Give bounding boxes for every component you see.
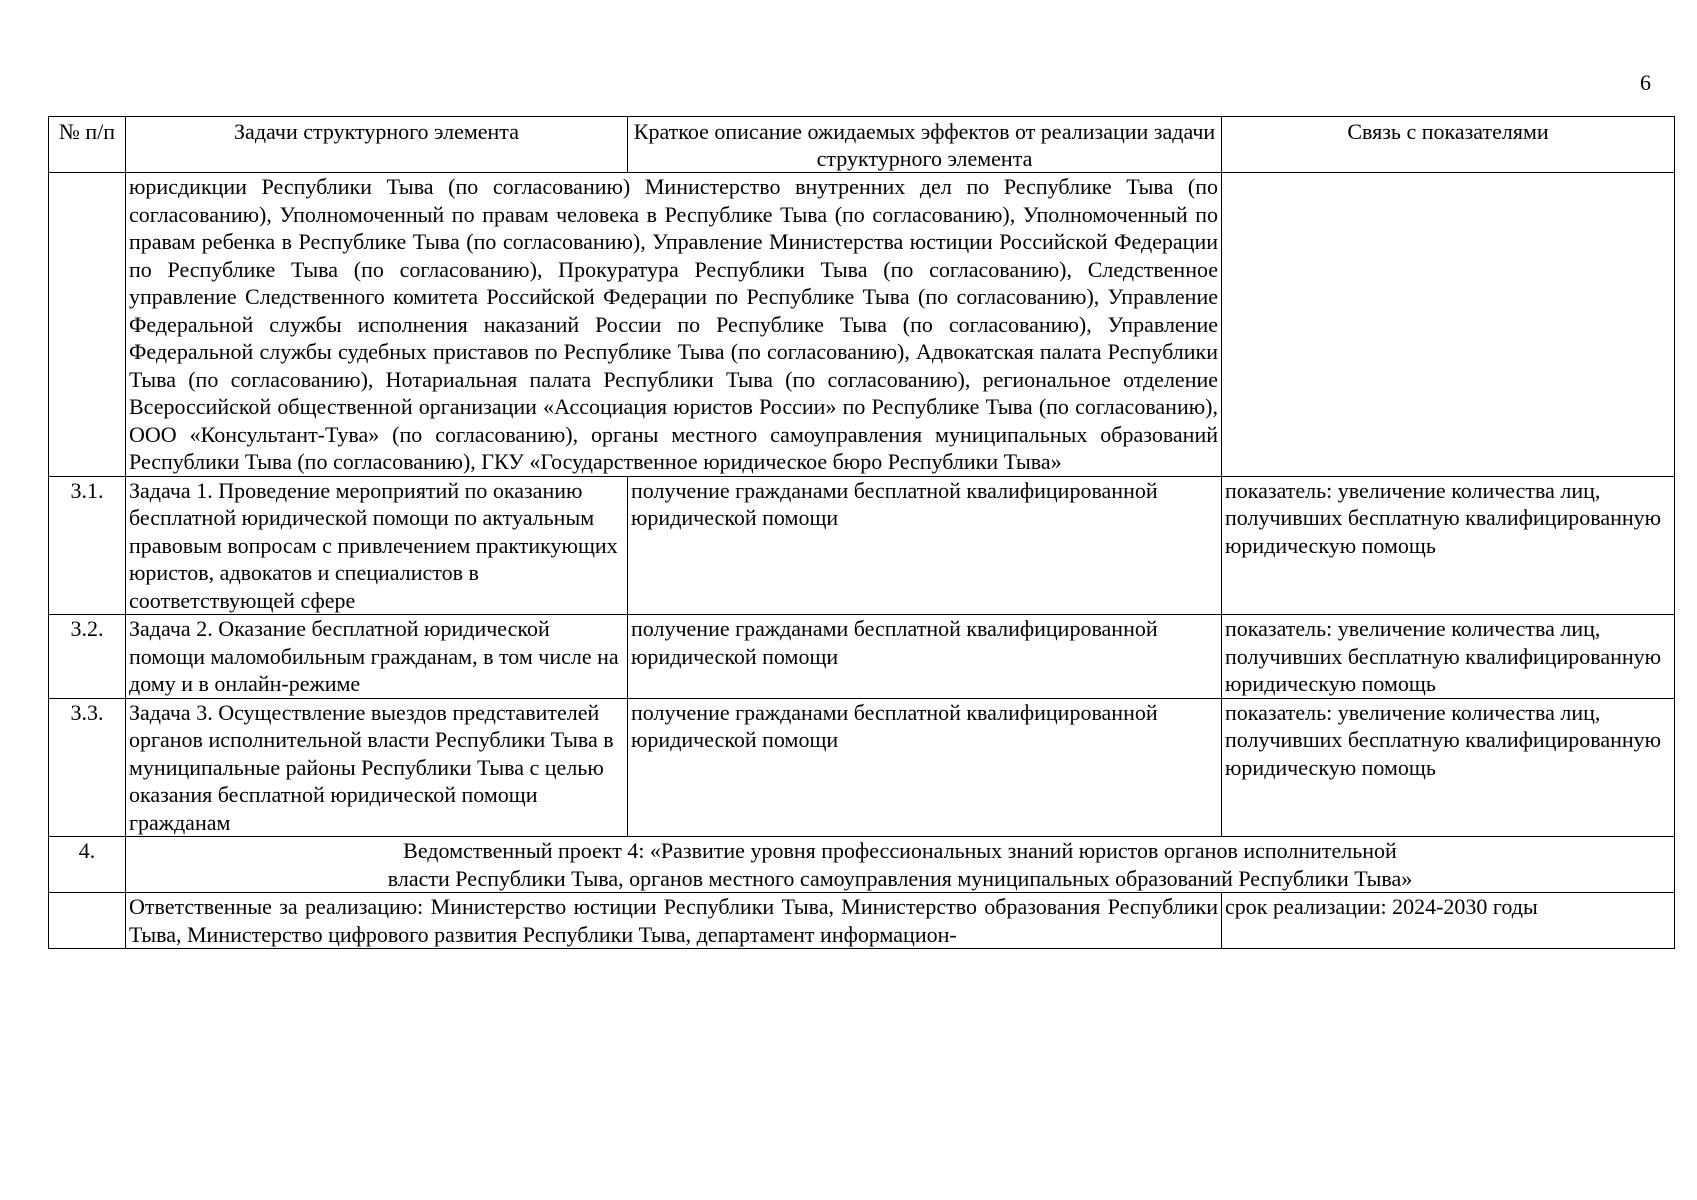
row-num: 3.3. [49,698,126,837]
program-structure-table [48,116,1675,949]
header-tasks: Задачи структурного элемента [126,117,628,173]
project-num: 4. [49,837,126,893]
implementation-term: срок реализации: 2024-2030 годы [1222,893,1675,949]
row-indicator: показатель: увеличение количества лиц, получивших бесплатную квалифицированную юридическую помощь [1222,615,1675,699]
table-row [49,615,1675,699]
responsible-row [49,893,1675,949]
row-effect: получение гражданами бесплатной квалифицированной юридической помощи [628,476,1222,615]
responsible-text: Ответственные за реализацию: Министерство юстиции Республики Тыва, Министерство образования Республики Тыва, Министерство цифрового развития Республики Тыва, департамент информацион- [126,893,1222,949]
project-row [49,837,1675,893]
continuation-text: юрисдикции Республики Тыва (по согласованию) Министерство внутренних дел по Республике Тыва (по согласованию), Уполномоченный по правам человека в Республике Тыва (по согласованию), Уполномоченный по правам ребенка в Республике Тыва (по согласованию), Управление Министерства юстиции Российской Федерации по Республике Тыва (по согласованию), Прокуратура Республики Тыва (по согласованию), Следственное управление Следственного комитета Российской Федерации по Республике Тыва (по согласованию), Управление Федеральной службы исполнения наказаний России по Республике Тыва (по согласованию), Управление Федеральной службы судебных приставов по Республике Тыва (по согласованию), Адвокатская палата Республики Тыва (по согласованию), Нотариальная палата Республики Тыва (по согласованию), региональное отделение Всероссийской общественной организации «Ассоциация юристов России» по Республике Тыва (по согласованию), ООО «Консультант-Тува» (по согласованию), органы местного самоуправления муниципальных образований Республики Тыва (по согласованию), ГКУ «Государственное юридическое бюро Республики Тыва» [126,173,1222,477]
row-indicator: показатель: увеличение количества лиц, получивших бесплатную квалифицированную юридическую помощь [1222,476,1675,615]
project-title-line-2: власти Республики Тыва, органов местного самоуправления муниципальных образований Республики Тыва» [387,865,1413,891]
row-num: 3.2. [49,615,126,699]
row-task: Задача 2. Оказание бесплатной юридической помощи маломобильным гражданам, в том числе на дому и в онлайн-режиме [126,615,628,699]
project-title-line-1: Ведомственный проект 4: «Развитие уровня профессиональных знаний юристов органов исполнительной [403,838,1397,863]
responsible-num-cell [49,893,126,949]
project-title [126,837,1675,893]
continuation-row [49,173,1675,477]
row-task: Задача 1. Проведение мероприятий по оказанию бесплатной юридической помощи по актуальным правовым вопросам с привлечением практикующих юристов, адвокатов и специалистов в соответствующей сфере [126,476,628,615]
continuation-empty-cell [1222,173,1675,477]
header-indicators: Связь с показателями [1222,117,1675,173]
page-number: 6 [1640,70,1651,95]
row-num: 3.1. [49,476,126,615]
row-indicator: показатель: увеличение количества лиц, получивших бесплатную квалифицированную юридическую помощь [1222,698,1675,837]
row-effect: получение гражданами бесплатной квалифицированной юридической помощи [628,698,1222,837]
table-header-row [49,117,1675,173]
table-row [49,476,1675,615]
row-effect: получение гражданами бесплатной квалифицированной юридической помощи [628,615,1222,699]
header-num: № п/п [49,117,126,173]
header-effects: Краткое описание ожидаемых эффектов от реализации задачи структурного элемента [628,117,1222,173]
row-task: Задача 3. Осуществление выездов представителей органов исполнительной власти Республики Тыва в муниципальные районы Республики Тыва с целью оказания бесплатной юридической помощи гражданам [126,698,628,837]
table-row [49,698,1675,837]
continuation-num-cell [49,173,126,477]
